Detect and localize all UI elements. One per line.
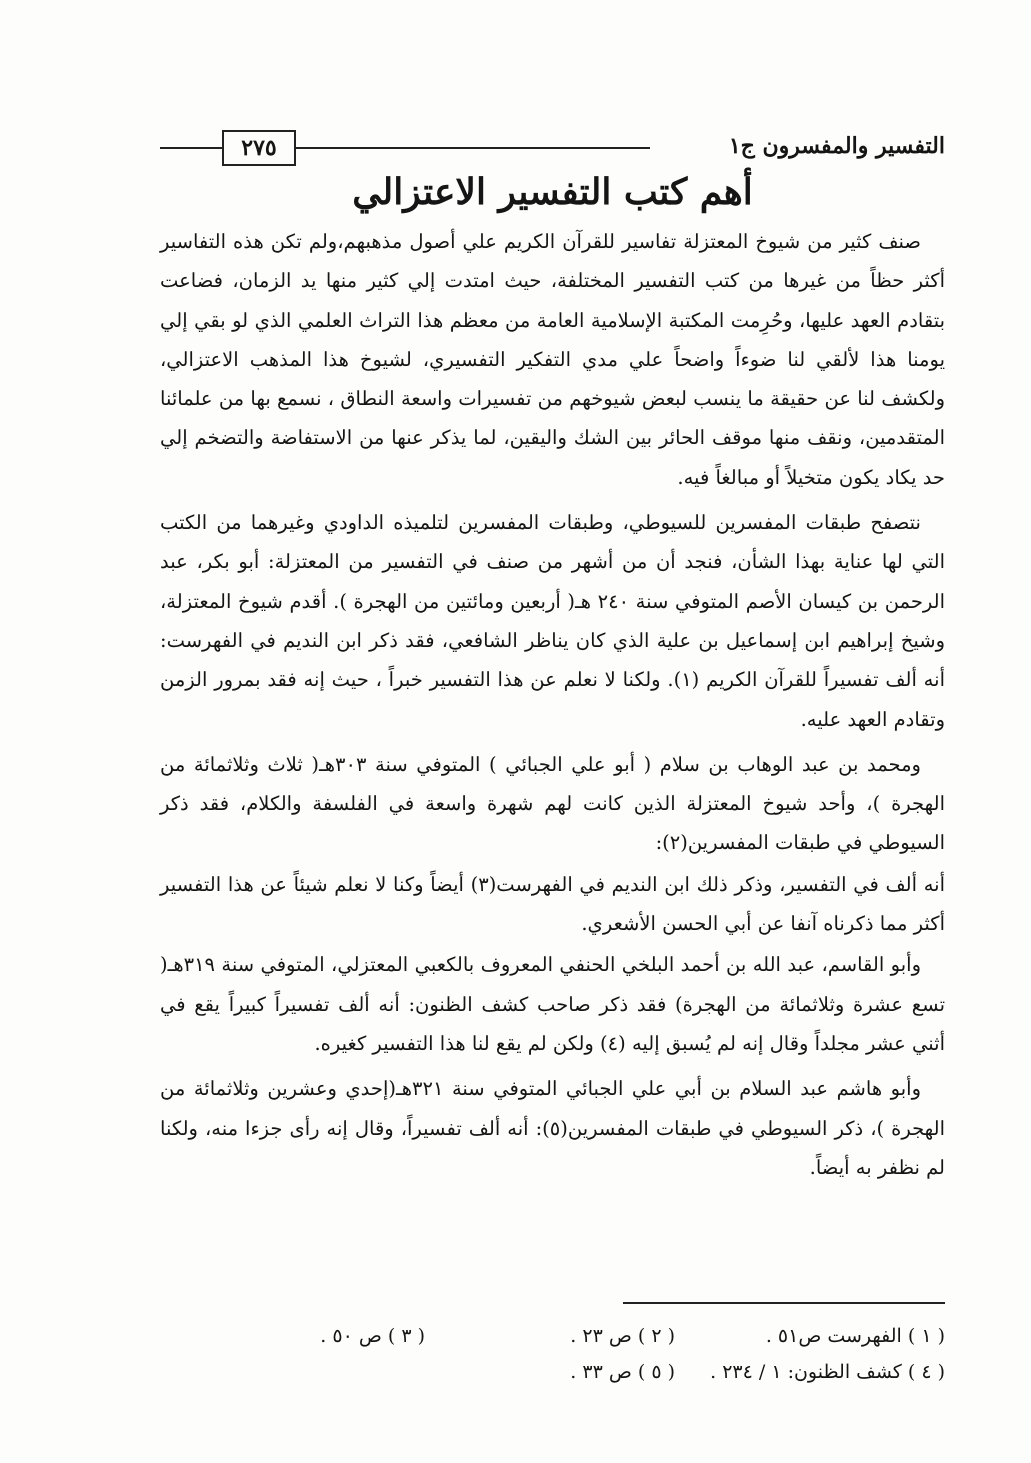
footnote-separator [623, 1302, 945, 1304]
footnote-row [160, 1318, 945, 1354]
header-rule-left [160, 147, 222, 149]
paragraph: ومحمد بن عبد الوهاب بن سلام ( أبو علي الجبائي ) المتوفي سنة ٣٠٣هـ( ثلاث وثلاثمائة من الهجرة )، وأحد شيوخ المعتزلة الذين كانت لهم شهرة واسعة في الفلسفة والكلام، فقد ذكر السيوطي في طبقات المفسرين(٢): [160, 752, 945, 855]
chapter-title: أهم كتب التفسير الاعتزالي [352, 171, 753, 213]
paragraph: نتصفح طبقات المفسرين للسيوطي، وطبقات المفسرين لتلميذه الداودي وغيرهما من الكتب التي لها عناية بهذا الشأن، فنجد أن من أشهر من صنف في التفسير من المعتزلة: أبو بكر، عبد الرحمن بن كيسان الأصم المتوفي سنة ٢٤٠ هـ( أربعين ومائتين من الهجرة ). أقدم شيوخ المعتزلة، وشيخ إبراهيم ابن إسماعيل بن علية الذي كان يناظر الشافعي، فقد ذكر ابن النديم في الفهرست: أنه ألف تفسيراً للقرآن الكريم (١). ولكنا لا نعلم عن هذا التفسير خبراً ، حيث إنه فقد بمرور الزمن وتقادم العهد عليه. [160, 511, 945, 731]
footnote: ( ٤ ) كشف الظنون: ١ / ٢٣٤ . [710, 1361, 945, 1383]
footnote: ( ٢ ) ص ٢٣ . [570, 1325, 675, 1347]
book-page [160, 0, 945, 1463]
footnotes [160, 1318, 945, 1390]
footnote: ( ١ ) الفهرست ص٥١ . [765, 1325, 945, 1347]
page-number: ٢٧٥ [222, 130, 296, 166]
header-rule-right [294, 147, 650, 149]
footnote: ( ٣ ) ص ٥٠ . [320, 1325, 425, 1347]
paragraph: وأبو هاشم عبد السلام بن أبي علي الجبائي المتوفي سنة ٣٢١هـ(إحدي وعشرين وثلاثمائة من الهجرة )، ذكر السيوطي في طبقات المفسرين(٥): أنه ألف تفسيراً، وقال إنه رأى جزءا منه، ولكنا لم نظفر به أيضاً. [160, 1077, 946, 1179]
running-header [160, 128, 945, 168]
running-title: التفسير والمفسرون ج١ [728, 133, 945, 159]
paragraph: صنف كثير من شيوخ المعتزلة تفاسير للقرآن الكريم علي أصول مذهبهم،ولم تكن هذه التفاسير أكثر حظاً من غيرها من كتب التفسير المختلفة، حيث امتدت إلي كثير منها يد الزمان، فضاعت بتقادم العهد عليها، وحُرِمت المكتبة الإسلامية العامة من معظم هذا التراث العلمي الذي لو بقي إلي يومنا هذا لألقي لنا ضوءاً واضحاً علي مدي التفكير التفسيري، لشيوخ هذا المذهب الاعتزالي، ولكشف لنا عن حقيقة ما ينسب لبعض شيوخهم من تفسيرات واسعة النطاق ، نسمع بها من علمائنا المتقدمين، ونقف منها موقف الحائر بين الشك واليقين، لما يذكر عنها من الاستفاضة والتضخم إلي حد يكاد يكون متخيلاً أو مبالغاً فيه. [160, 230, 945, 489]
footnote: ( ٥ ) ص ٣٣ . [570, 1361, 675, 1383]
footnote-row [160, 1354, 945, 1390]
body-text [160, 222, 945, 1193]
paragraph: وأبو القاسم، عبد الله بن أحمد البلخي الحنفي المعروف بالكعبي المعتزلي، المتوفي سنة ٣١٩هـ( تسع عشرة وثلاثمائة من الهجرة) فقد ذكر صاحب كشف الظنون: أنه ألف تفسيراً كبيراً يقع في أثني عشر مجلداً وقال إنه لم يُسبق إليه (٤) ولكن لم يقع لنا هذا التفسير كغيره. [160, 953, 945, 1055]
paragraph: أنه ألف في التفسير، وذكر ذلك ابن النديم في الفهرست(٣) أيضاً وكنا لا نعلم شيئاً عن هذا التفسير أكثر مما ذكرناه آنفا عن أبي الحسن الأشعري. [160, 872, 946, 936]
